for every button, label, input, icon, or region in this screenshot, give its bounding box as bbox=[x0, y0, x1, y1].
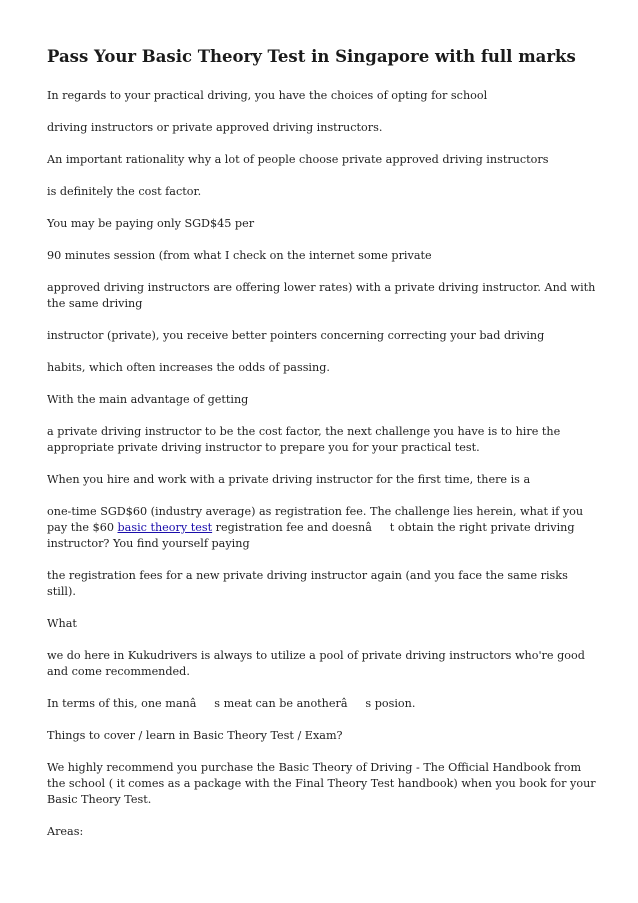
paragraph: You may be paying only SGD$45 per bbox=[47, 217, 255, 230]
paragraph: driving instructors or private approved driving instructors. bbox=[47, 121, 383, 134]
document-title: Pass Your Basic Theory Test in Singapore with full marks bbox=[47, 47, 576, 66]
paragraph: In regards to your practical driving, you have the choices of opting for school bbox=[47, 89, 488, 102]
paragraph: Areas: bbox=[47, 825, 84, 838]
link-paragraph-before: one-time SGD$60 (industry average) as registration fee. The challenge lies herein, what if you pay the $60 bbox=[47, 505, 584, 534]
document-page bbox=[47, 46, 597, 856]
paragraph: What bbox=[47, 617, 77, 630]
paragraph: a private driving instructor to be the cost factor, the next challenge you have is to hire the appropriate private driving instructor to prepare you for your practical test. bbox=[47, 425, 561, 454]
paragraph: 90 minutes session (from what I check on the internet some private bbox=[47, 249, 432, 262]
link-paragraph-after: registration fee and doesnât obtain the right private driving instructor? You find yourself paying bbox=[47, 521, 575, 550]
paragraph: We highly recommend you purchase the Basic Theory of Driving - The Official Handbook from the school ( it comes as a package with the Final Theory Test handbook) when you book for your Basic Theory Test. bbox=[47, 761, 596, 806]
basic-theory-test-link[interactable]: basic theory test bbox=[117, 521, 213, 534]
paragraph: habits, which often increases the odds of passing. bbox=[47, 361, 330, 374]
paragraph: When you hire and work with a private driving instructor for the first time, there is a bbox=[47, 473, 531, 486]
paragraph: we do here in Kukudrivers is always to utilize a pool of private driving instructors who're good and come recommended. bbox=[47, 649, 585, 678]
paragraph: approved driving instructors are offering lower rates) with a private driving instructor. And with the same driving bbox=[47, 281, 596, 310]
paragraph: With the main advantage of getting bbox=[47, 393, 249, 406]
paragraph: An important rationality why a lot of people choose private approved driving instructors bbox=[47, 153, 549, 166]
paragraph: the registration fees for a new private driving instructor again (and you face the same risks still). bbox=[47, 569, 568, 598]
paragraph: Things to cover / learn in Basic Theory Test / Exam? bbox=[47, 729, 343, 742]
paragraph: is definitely the cost factor. bbox=[47, 185, 202, 198]
paragraph-with-link bbox=[47, 504, 597, 552]
paragraph: In terms of this, one manâs meat can be anotherâs posion. bbox=[47, 697, 416, 710]
paragraph: instructor (private), you receive better pointers concerning correcting your bad driving bbox=[47, 329, 545, 342]
